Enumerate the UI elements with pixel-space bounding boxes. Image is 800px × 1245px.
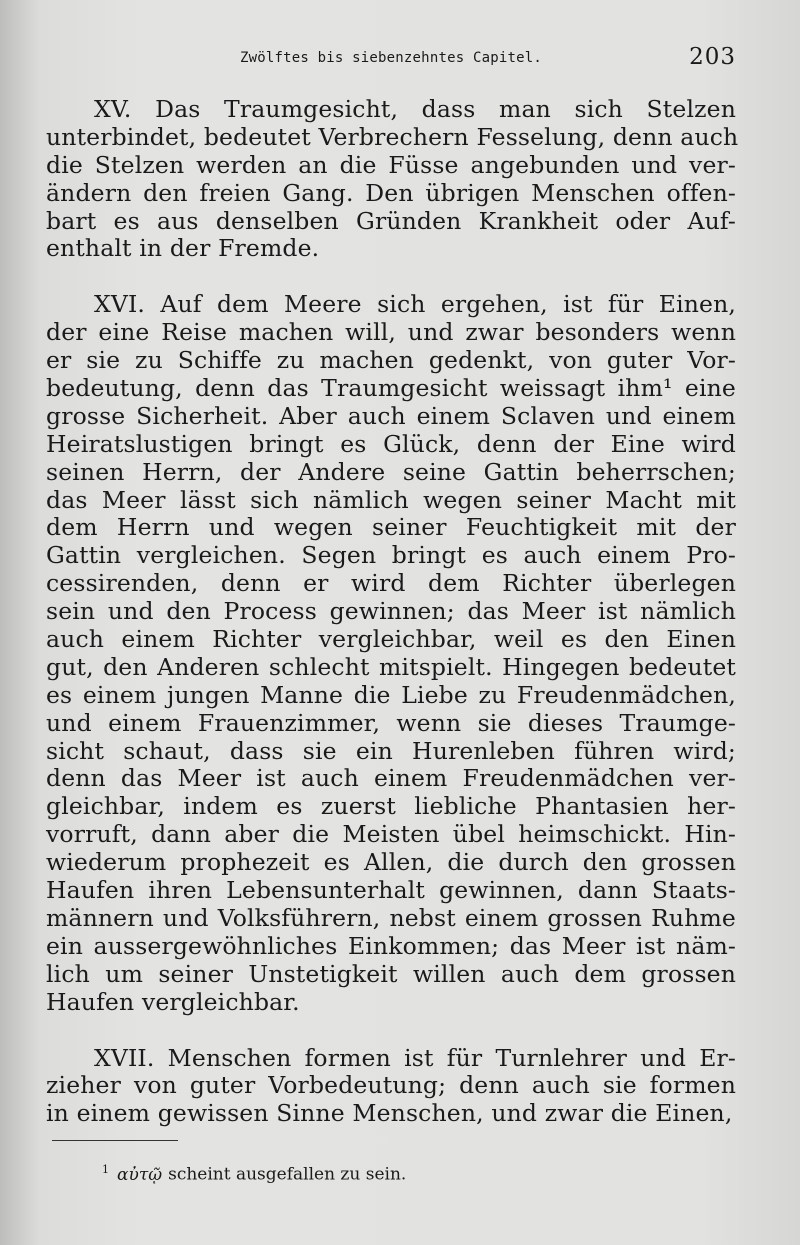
text-line: wiederum prophezeit es Allen, die durch den grossen [46, 848, 736, 877]
footnote-greek-word: αὐτῷ [117, 1164, 163, 1185]
text-line: er sie zu Schiffe zu machen gedenkt, von guter Vor- [46, 346, 736, 375]
text-line: dem Herrn und wegen seiner Feuchtigkeit mit der [46, 513, 736, 542]
paragraph-xvi [46, 291, 736, 1016]
footnote-text: scheint ausgefallen zu sein. [168, 1164, 407, 1185]
paragraph-xvii [46, 1045, 736, 1129]
text-line: XV. Das Traumgesicht, dass man sich Stelzen [94, 95, 736, 123]
text-line: lich um seiner Unstetigkeit willen auch dem grossen [46, 959, 736, 988]
running-title: Zwölftes bis siebenzehntes Capitel. [239, 50, 542, 66]
text-line: ein aussergewöhnliches Einkommen; das Meer ist näm- [46, 931, 736, 960]
text-line: auch einem Richter vergleichbar, weil es den Einen [46, 625, 736, 654]
text-line: cessirenden, denn er wird dem Richter überlegen [46, 569, 736, 598]
text-line: bart es aus denselben Gründen Krankheit oder Auf- [46, 206, 736, 235]
text-line: in einem gewissen Sinne Menschen, und zwar die Einen, [46, 1099, 733, 1128]
text-line: gleichbar, indem es zuerst liebliche Phantasien her- [46, 792, 736, 821]
text-line: zieher von guter Vorbedeutung; denn auch sie formen [46, 1071, 736, 1100]
text-line: gut, den Anderen schlecht mitspielt. Hingegen bedeutet [46, 652, 736, 681]
text-line: männern und Volksführern, nebst einem grossen Ruhme [46, 903, 736, 932]
text-line: Haufen ihren Lebensunterhalt gewinnen, dann Staats- [46, 876, 736, 905]
text-line: bedeutung, denn das Traumgesicht weissagt ihm¹ eine [46, 374, 736, 403]
text-line: denn das Meer ist auch einem Freudenmädchen ver- [46, 764, 736, 793]
text-line: seinen Herrn, der Andere seine Gattin beherrschen; [46, 457, 736, 486]
page-number: 203 [689, 44, 736, 70]
paragraph-xv [46, 95, 739, 263]
text-line: sicht schaut, dass sie ein Hurenleben führen wird; [46, 736, 736, 765]
text-line: die Stelzen werden an die Füsse angebunden und ver- [46, 150, 736, 179]
text-line: unterbindet, bedeutet Verbrechern Fesselung, denn auch [46, 122, 739, 151]
text-line: Haufen vergleichbar. [46, 987, 300, 1016]
text-line: das Meer lässt sich nämlich wegen seiner Macht mit [46, 485, 736, 514]
text-line: XVII. Menschen formen ist für Turnlehrer und Er- [94, 1043, 736, 1072]
footnote-marker: 1 [102, 1163, 109, 1176]
text-line: Heiratslustigen bringt es Glück, denn der Eine wird [46, 429, 736, 458]
text-line: sein und den Process gewinnen; das Meer ist nämlich [46, 597, 736, 626]
text-line: XVI. Auf dem Meere sich ergehen, ist für Einen, [94, 290, 736, 319]
text-line: und einem Frauenzimmer, wenn sie dieses Traumge- [46, 708, 736, 737]
footnote-rule [52, 1140, 178, 1141]
body-text [46, 95, 739, 1128]
running-head [46, 44, 736, 78]
text-line: vorruft, dann aber die Meisten übel heimschickt. Hin- [46, 820, 736, 849]
text-line: der eine Reise machen will, und zwar besonders wenn [46, 318, 736, 347]
text-line: enthalt in der Fremde. [46, 234, 320, 263]
text-line: ändern den freien Gang. Den übrigen Menschen offen- [46, 178, 736, 207]
text-line: grosse Sicherheit. Aber auch einem Sclaven und einem [46, 401, 736, 430]
text-line: es einem jungen Manne die Liebe zu Freudenmädchen, [46, 680, 736, 709]
text-line: Gattin vergleichen. Segen bringt es auch einem Pro- [46, 541, 736, 570]
footnote [102, 1158, 406, 1187]
